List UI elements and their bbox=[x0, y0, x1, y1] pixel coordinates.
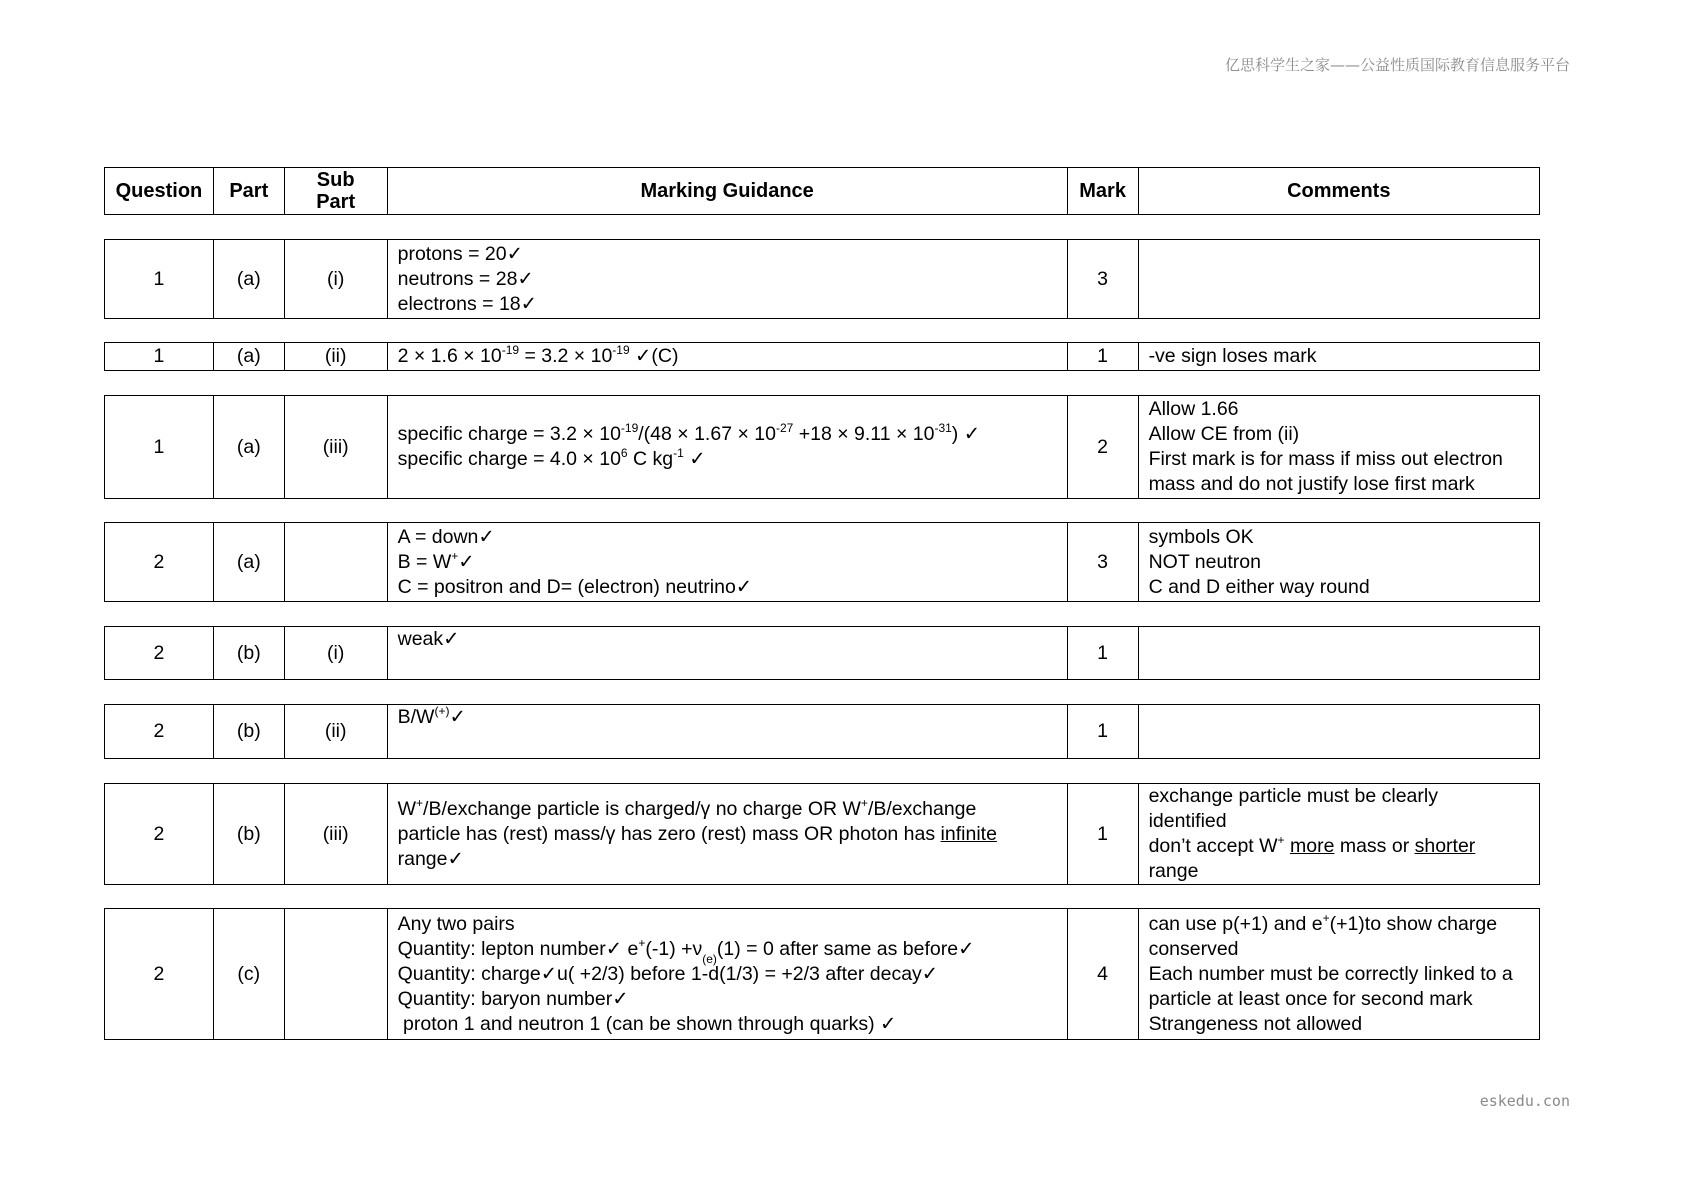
comment-line: First mark is for mass if miss out electron bbox=[1148, 448, 1503, 470]
comment-line: Strangeness not allowed bbox=[1148, 1012, 1363, 1035]
table-row bbox=[104, 395, 1540, 499]
watermark-top: 亿思科学生之家——公益性质国际教育信息服务平台 bbox=[1224, 56, 1570, 74]
guidance-line: $2 \times 1.6 \times 10^{-19} = 3.2 \times 10^{-19}$ ✓(C) bbox=[397, 343, 679, 367]
row-guidance bbox=[388, 784, 1068, 884]
comment-line: don’t accept W+ more mass or shorter bbox=[1148, 833, 1476, 857]
row-guidance bbox=[388, 705, 1068, 758]
comment-line: -ve sign loses mark bbox=[1148, 345, 1317, 367]
row-question: 2 bbox=[105, 705, 214, 758]
header-sub-part-line1: Sub bbox=[316, 169, 355, 191]
row-question: 1 bbox=[105, 343, 214, 370]
row-guidance bbox=[388, 523, 1068, 601]
row-question: 2 bbox=[105, 523, 214, 601]
comment-line: NOT neutron bbox=[1148, 550, 1261, 573]
row-question: 2 bbox=[105, 784, 214, 884]
guidance-line: Quantity: baryon number✓ bbox=[397, 987, 629, 1010]
guidance-line: neutrons = 28✓ bbox=[397, 267, 534, 290]
row-question: 2 bbox=[105, 627, 214, 679]
row-mark: 1 bbox=[1068, 627, 1139, 679]
row-question: 2 bbox=[105, 909, 214, 1039]
guidance-line: B/W(+)✓ bbox=[397, 704, 466, 728]
comment-line: Each number must be correctly linked to a bbox=[1148, 962, 1513, 985]
table-row bbox=[104, 704, 1540, 759]
header-guidance: Marking Guidance bbox=[388, 168, 1068, 214]
table-header bbox=[104, 167, 1540, 215]
row-comments bbox=[1139, 240, 1539, 318]
header-sub-part-line2: Part bbox=[316, 191, 356, 213]
row-sub-part: (i) bbox=[285, 627, 388, 679]
row-guidance bbox=[388, 240, 1068, 318]
row-part: (a) bbox=[214, 343, 285, 370]
guidance-line: electrons = 18✓ bbox=[397, 292, 537, 315]
row-part: (a) bbox=[214, 240, 285, 318]
row-comments bbox=[1139, 909, 1539, 1039]
row-sub-part: (ii) bbox=[285, 343, 388, 370]
row-mark: 4 bbox=[1068, 909, 1139, 1039]
row-part: (a) bbox=[214, 396, 285, 498]
row-guidance bbox=[388, 627, 1068, 679]
comment-line: conserved bbox=[1148, 937, 1239, 960]
row-part: (b) bbox=[214, 627, 285, 679]
comment-line: mass and do not justify lose first mark bbox=[1148, 473, 1475, 495]
guidance-line: particle has (rest) mass/γ has zero (rest) mass OR photon has infinite bbox=[397, 822, 997, 845]
row-mark: 1 bbox=[1068, 343, 1139, 370]
row-mark: 1 bbox=[1068, 705, 1139, 758]
watermark-bottom: eskedu.con bbox=[1479, 1092, 1570, 1110]
guidance-line: Any two pairs bbox=[397, 912, 515, 935]
row-comments bbox=[1139, 705, 1539, 758]
table-row bbox=[104, 783, 1540, 885]
header-comments: Comments bbox=[1287, 180, 1391, 202]
comment-line: symbols OK bbox=[1148, 525, 1254, 548]
row-comments bbox=[1139, 396, 1539, 498]
row-comments bbox=[1139, 627, 1539, 679]
table-row bbox=[104, 342, 1540, 371]
row-mark: 1 bbox=[1068, 784, 1139, 884]
comment-line: Allow CE from (ii) bbox=[1148, 423, 1300, 445]
row-sub-part: (iii) bbox=[285, 784, 388, 884]
row-comments bbox=[1139, 343, 1539, 370]
row-guidance bbox=[388, 343, 1068, 370]
comment-line: exchange particle must be clearly bbox=[1148, 785, 1438, 807]
row-question: 1 bbox=[105, 396, 214, 498]
table-row bbox=[104, 239, 1540, 319]
guidance-line: specific charge = $4.0 \times 10^6$ C $kg^{-1}$ ✓ bbox=[397, 446, 706, 470]
guidance-line: C = positron and D= (electron) neutrino✓ bbox=[397, 575, 753, 598]
row-guidance bbox=[388, 909, 1068, 1039]
comment-line: C and D either way round bbox=[1148, 575, 1370, 598]
row-sub-part: (ii) bbox=[285, 705, 388, 758]
guidance-line: range✓ bbox=[397, 847, 464, 870]
guidance-line: weak✓ bbox=[397, 628, 460, 650]
comment-line: can use p(+1) and e+(+1)to show charge bbox=[1148, 910, 1498, 935]
header-part: Part bbox=[214, 168, 285, 214]
guidance-line: specific charge = $3.2 \times 10^{-19}/(48 \times 1.67 \times 10^{-27} +18 \times 9.11 \times 10^{-31})$ ✓ bbox=[397, 421, 981, 445]
row-question: 1 bbox=[105, 240, 214, 318]
row-sub-part: (i) bbox=[285, 240, 388, 318]
header-mark: Mark bbox=[1068, 168, 1139, 214]
comment-line: identified bbox=[1148, 810, 1227, 832]
guidance-line: Quantity: charge✓u( +2/3) before 1-d(1/3) = +2/3 after decay✓ bbox=[397, 962, 939, 985]
row-mark: 3 bbox=[1068, 523, 1139, 601]
table-row bbox=[104, 908, 1540, 1040]
row-comments bbox=[1139, 784, 1539, 884]
row-part: (b) bbox=[214, 705, 285, 758]
row-sub-part bbox=[285, 909, 388, 1039]
comment-line: Allow 1.66 bbox=[1148, 398, 1239, 420]
row-mark: 2 bbox=[1068, 396, 1139, 498]
guidance-line: A = down✓ bbox=[397, 525, 495, 548]
guidance-line: protons = 20✓ bbox=[397, 242, 523, 265]
row-mark: 3 bbox=[1068, 240, 1139, 318]
table-row bbox=[104, 522, 1540, 602]
guidance-line: B = W+✓ bbox=[397, 548, 475, 573]
header-sub-part bbox=[285, 168, 388, 214]
header-question: Question bbox=[105, 168, 214, 214]
guidance-line: Quantity: lepton number✓ $e^+(-1) +\nu_{(e)}(1) = 0$ after same as before✓ bbox=[397, 935, 975, 967]
comment-line: range bbox=[1148, 860, 1199, 882]
row-part: (c) bbox=[214, 909, 285, 1039]
row-part: (a) bbox=[214, 523, 285, 601]
comment-line: particle at least once for second mark bbox=[1148, 987, 1473, 1010]
row-part: (b) bbox=[214, 784, 285, 884]
table-row bbox=[104, 626, 1540, 680]
row-sub-part: (iii) bbox=[285, 396, 388, 498]
row-guidance bbox=[388, 396, 1068, 498]
row-comments bbox=[1139, 523, 1539, 601]
row-sub-part bbox=[285, 523, 388, 601]
guidance-line: W+/B/exchange particle is charged/γ no charge OR W+/B/exchange bbox=[397, 795, 977, 820]
guidance-line: proton 1 and neutron 1 (can be shown through quarks) ✓ bbox=[397, 1012, 897, 1035]
